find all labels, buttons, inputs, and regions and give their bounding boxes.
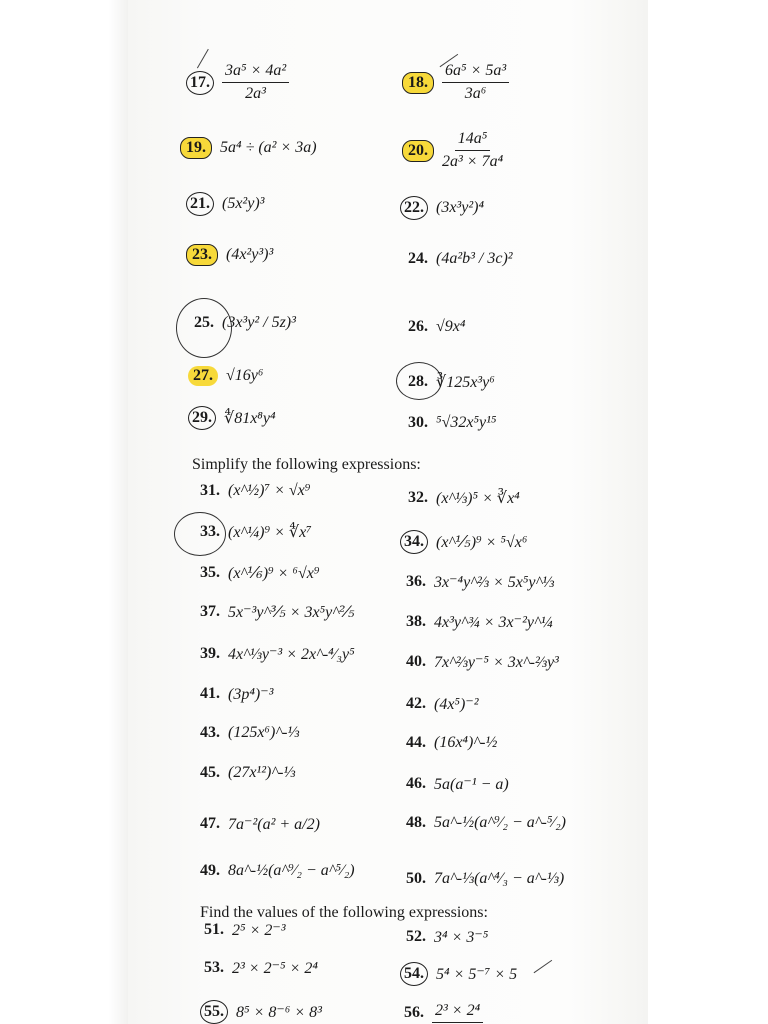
numerator: 6a⁵ × 5a³ xyxy=(442,62,509,83)
problem-38 xyxy=(406,612,553,632)
problem-number: 41. xyxy=(200,685,220,702)
fraction xyxy=(432,1002,483,1023)
problem-number: 51. xyxy=(204,921,224,938)
problem-number: 21. xyxy=(186,192,214,216)
problem-42 xyxy=(406,694,479,714)
problem-26 xyxy=(408,318,465,336)
expression: 8⁵ × 8⁻⁶ × 8³ xyxy=(236,1004,322,1021)
problem-30 xyxy=(408,414,496,432)
expression: (x^¼)⁹ × ∜x⁷ xyxy=(228,524,312,541)
expression: 5a^-½(a^⁹⁄₂ − a^-⁵⁄₂) xyxy=(434,814,566,831)
expression: (5x²y)³ xyxy=(222,195,265,212)
problem-number: 38. xyxy=(406,613,426,630)
problem-39 xyxy=(200,644,355,664)
expression: 3⁴ × 3⁻⁵ xyxy=(434,929,489,946)
problem-number: 39. xyxy=(200,645,220,662)
expression: (x^⅕)⁹ × ⁵√x⁶ xyxy=(436,534,528,551)
problem-41 xyxy=(200,684,273,704)
problem-31 xyxy=(200,482,310,500)
problem-45 xyxy=(200,764,295,782)
expression: (4x²y³)³ xyxy=(226,246,274,263)
expression: 3x⁻⁴y^⅔ × 5x⁵y^⅓ xyxy=(434,574,555,591)
section-heading-simplify: Simplify the following expressions: xyxy=(192,456,421,473)
expression: ∛125x³y⁶ xyxy=(436,374,495,391)
expression: ⁵√32x⁵y¹⁵ xyxy=(436,414,497,431)
problem-number: 18. xyxy=(402,72,434,94)
problem-55 xyxy=(200,1000,322,1024)
expression: 5⁴ × 5⁻⁷ × 5 xyxy=(436,966,518,983)
problem-number: 37. xyxy=(200,603,220,620)
problem-47 xyxy=(200,814,320,834)
expression: 2⁵ × 2⁻³ xyxy=(232,922,286,939)
problem-number: 52. xyxy=(406,928,426,945)
expression: (3x³y²)⁴ xyxy=(436,199,485,216)
expression: 5x⁻³y^⅗ × 3x⁵y^⅖ xyxy=(228,604,355,621)
problem-number: 33. xyxy=(200,523,220,540)
problem-number: 22. xyxy=(400,196,428,220)
expression: 4x^⅓y⁻³ × 2x^-⁴⁄₃y⁵ xyxy=(228,646,355,663)
expression: √16y⁶ xyxy=(226,367,264,384)
numerator: 3a⁵ × 4a² xyxy=(222,62,289,83)
problem-44 xyxy=(406,734,497,752)
problem-number: 24. xyxy=(408,250,428,267)
problem-number: 25. xyxy=(194,314,214,331)
problem-number: 56. xyxy=(404,1003,424,1021)
problem-22 xyxy=(400,196,484,220)
expression: ∜81x⁸y⁴ xyxy=(224,410,276,427)
problem-number: 53. xyxy=(204,959,224,976)
expression: (125x⁶)^-⅓ xyxy=(228,724,300,741)
numerator: 14a⁵ xyxy=(455,130,491,151)
expression: 5a(a⁻¹ − a) xyxy=(434,776,509,793)
expression: 7a⁻²(a² + a/2) xyxy=(228,816,320,833)
expression: (x^⅓)⁵ × ∛x⁴ xyxy=(436,490,520,507)
numerator: 2³ × 2⁴ xyxy=(432,1002,483,1023)
problem-29 xyxy=(188,406,276,430)
problem-number: 17. xyxy=(186,71,214,95)
problem-36 xyxy=(406,572,554,592)
expression: 5a⁴ ÷ (a² × 3a) xyxy=(220,139,317,156)
problem-51 xyxy=(204,920,286,940)
problem-number: 36. xyxy=(406,573,426,590)
problem-number: 23. xyxy=(186,244,218,266)
problem-52 xyxy=(406,927,488,947)
problem-number: 55. xyxy=(200,1000,228,1024)
problem-number: 54. xyxy=(400,962,428,986)
problem-number: 45. xyxy=(200,764,220,781)
problem-34 xyxy=(400,530,527,554)
problem-number: 50. xyxy=(406,870,426,887)
fraction xyxy=(222,62,289,103)
problem-number: 28. xyxy=(408,373,428,390)
problem-number: 48. xyxy=(406,814,426,831)
problem-number: 35. xyxy=(200,564,220,581)
problem-27 xyxy=(188,366,263,386)
problem-number: 40. xyxy=(406,653,426,670)
problem-40 xyxy=(406,652,559,672)
problem-number: 19. xyxy=(180,137,212,159)
problem-number: 20. xyxy=(402,140,434,162)
expression: (27x¹²)^-⅓ xyxy=(228,764,296,781)
expression: 8a^-½(a^⁹⁄₂ − a^⁵⁄₂) xyxy=(228,862,355,879)
problem-35 xyxy=(200,563,319,583)
problem-56 xyxy=(404,1002,483,1023)
problem-46 xyxy=(406,774,509,794)
problem-number: 44. xyxy=(406,734,426,751)
expression: (3p⁴)⁻³ xyxy=(228,686,274,703)
expression: (x^⅙)⁹ × ⁶√x⁹ xyxy=(228,565,320,582)
problem-number: 31. xyxy=(200,482,220,499)
expression: (4a²b³ / 3c)² xyxy=(436,250,513,267)
problem-24 xyxy=(408,250,513,268)
problem-number: 43. xyxy=(200,724,220,741)
expression: 7a^-⅓(a^⁴⁄₃ − a^-⅓) xyxy=(434,870,565,887)
problem-28 xyxy=(408,372,495,392)
problem-33 xyxy=(200,522,312,542)
problem-53 xyxy=(204,958,318,978)
problem-43 xyxy=(200,724,299,742)
problem-54 xyxy=(400,962,517,986)
problem-20 xyxy=(402,130,503,171)
problem-number: 49. xyxy=(200,862,220,879)
problem-number: 26. xyxy=(408,318,428,335)
denominator: 3a⁶ xyxy=(464,85,487,102)
section-heading-find-values: Find the values of the following expressions: xyxy=(200,904,488,921)
problem-number: 34. xyxy=(400,530,428,554)
problem-number: 46. xyxy=(406,775,426,792)
expression: (x^½)⁷ × √x⁹ xyxy=(228,482,311,499)
denominator: 2a³ × 7a⁴ xyxy=(442,153,504,170)
fraction xyxy=(442,62,509,103)
problem-49 xyxy=(200,862,355,880)
problem-number: 42. xyxy=(406,695,426,712)
denominator: 2a³ xyxy=(245,85,266,102)
expression: (3x³y² / 5z)³ xyxy=(222,314,296,331)
expression: (16x⁴)^-½ xyxy=(434,734,498,751)
problem-number: 30. xyxy=(408,414,428,431)
problem-48 xyxy=(406,814,566,832)
problem-21 xyxy=(186,192,264,216)
problem-32 xyxy=(408,488,520,508)
problem-18 xyxy=(402,62,509,103)
problem-number: 29. xyxy=(188,406,216,430)
expression: 4x³y^¾ × 3x⁻²y^¼ xyxy=(434,614,553,631)
problem-number: 27. xyxy=(188,366,218,386)
problem-50 xyxy=(406,870,564,888)
problem-19 xyxy=(180,137,317,159)
scan-margin xyxy=(0,0,128,1024)
expression: √9x⁴ xyxy=(436,318,466,335)
fraction xyxy=(442,130,503,171)
problem-number: 32. xyxy=(408,489,428,506)
problem-23 xyxy=(186,244,273,266)
expression: 7x^⅔y⁻⁵ × 3x^-⅔y³ xyxy=(434,654,559,671)
expression: 2³ × 2⁻⁵ × 2⁴ xyxy=(232,960,318,977)
problem-25 xyxy=(194,314,296,332)
problem-37 xyxy=(200,602,355,622)
expression: (4x⁵)⁻² xyxy=(434,696,479,713)
problem-number: 47. xyxy=(200,815,220,832)
problem-17 xyxy=(186,62,289,103)
